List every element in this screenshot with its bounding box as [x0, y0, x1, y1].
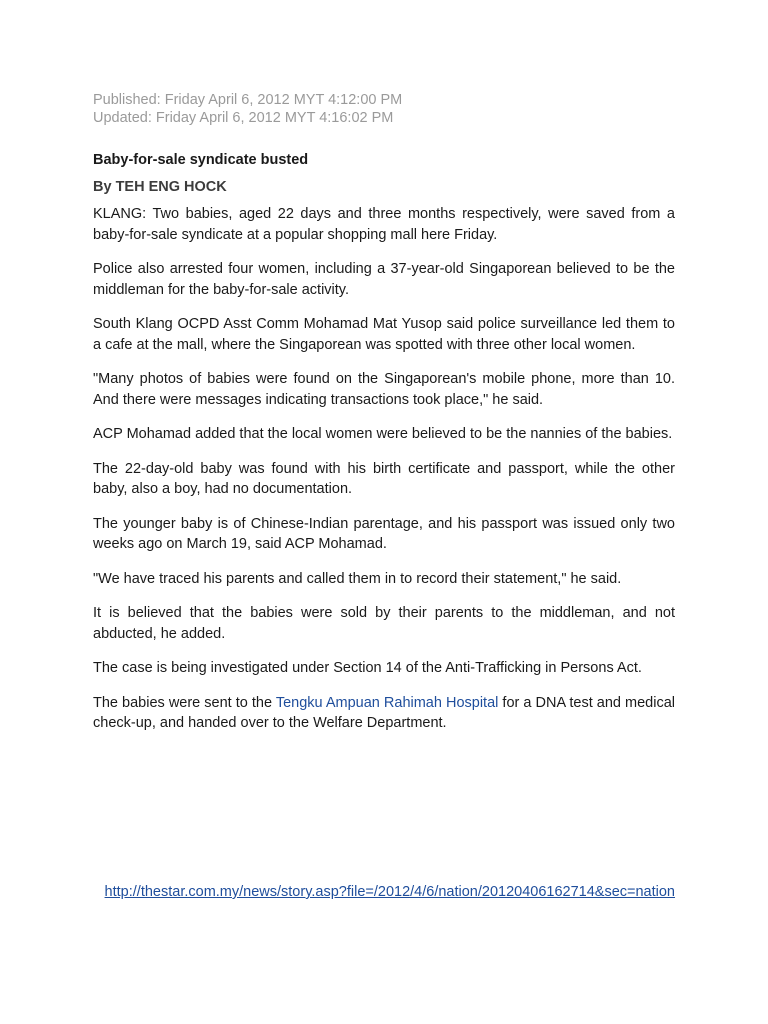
paragraph: The younger baby is of Chinese-Indian parentage, and his passport was issued only two weeks ago on March 19, said ACP Mohamad.	[93, 515, 675, 552]
article-headline: Baby-for-sale syndicate busted	[93, 152, 309, 168]
paragraph: South Klang OCPD Asst Comm Mohamad Mat Yusop said police surveillance led them to a cafe at the mall, where the Singaporean was spotted with three other local women.	[93, 316, 675, 353]
paragraph: The case is being investigated under Section 14 of the Anti-Trafficking in Persons Act.	[93, 660, 642, 676]
paragraph: Police also arrested four women, including a 37-year-old Singaporean believed to be the middleman for the baby-for-sale activity.	[93, 261, 675, 298]
paragraph: ACP Mohamad added that the local women were believed to be the nannies of the babies.	[93, 426, 673, 442]
article-body	[93, 204, 675, 734]
updated-date: Updated: Friday April 6, 2012 MYT 4:16:02 PM	[93, 110, 394, 126]
paragraph-last	[93, 693, 675, 734]
article-container	[93, 91, 675, 748]
paragraph: The 22-day-old baby was found with his birth certificate and passport, while the other baby, also a boy, had no documentation.	[93, 460, 675, 497]
article-byline: By TEH ENG HOCK	[93, 179, 227, 195]
paragraph: "Many photos of babies were found on the Singaporean's mobile phone, more than 10. And there were messages indicating transactions took place," he said.	[93, 371, 675, 408]
published-date: Published: Friday April 6, 2012 MYT 4:12:00 PM	[93, 92, 403, 108]
paragraph: "We have traced his parents and called them in to record their statement," he said.	[93, 570, 622, 587]
source-url-link[interactable]: http://thestar.com.my/news/story.asp?file=/2012/4/6/nation/20120406162714&sec=nation	[104, 884, 675, 900]
paragraph-text-after-link: for a DNA test and medical check-up, and handed over to the Welfare Department.	[93, 694, 675, 731]
paragraph-text-before-link: The babies were sent to the	[93, 694, 276, 711]
article-meta	[93, 91, 675, 127]
hospital-link[interactable]: Tengku Ampuan Rahimah Hospital	[275, 694, 499, 711]
paragraph: KLANG: Two babies, aged 22 days and three months respectively, were saved from a baby-for-sale syndicate at a popular shopping mall here Friday.	[93, 206, 675, 243]
paragraph: It is believed that the babies were sold by their parents to the middleman, and not abducted, he added.	[93, 605, 675, 642]
source-url-block	[93, 881, 675, 903]
